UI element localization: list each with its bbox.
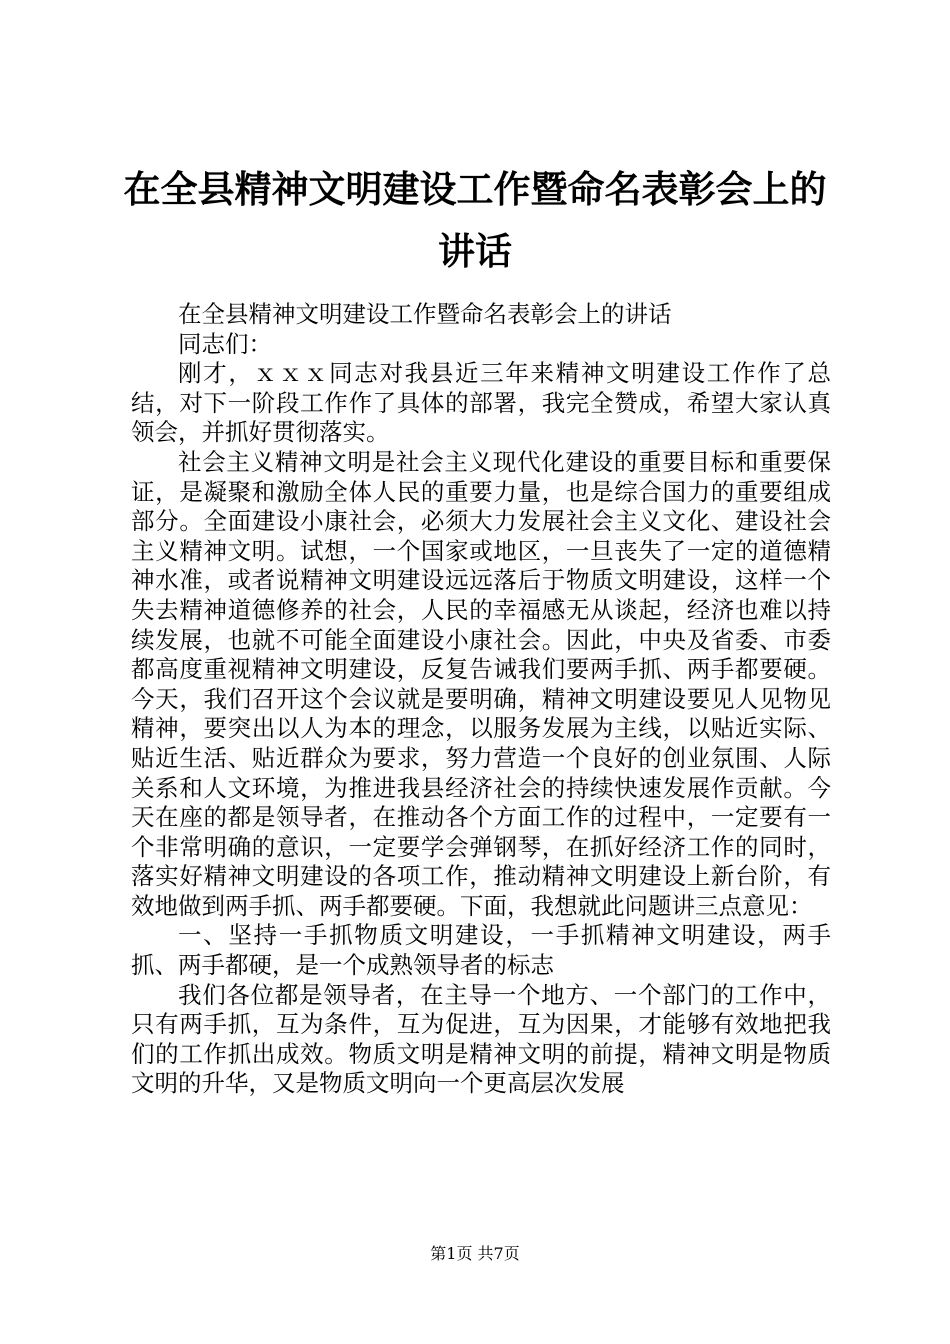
page-number-footer: 第1页 共7页 [430,1244,520,1263]
body-paragraph: 刚才，ｘｘｘ同志对我县近三年来精神文明建设工作作了总结，对下一阶段工作作了具体的部署，我完全赞成，希望大家认真领会，并抓好贯彻落实。 [131,359,831,447]
salutation-paragraph: 同志们： [178,329,272,358]
subtitle-paragraph: 在全县精神文明建设工作暨命名表彰会上的讲话 [178,300,672,328]
document-title: 在全县精神文明建设工作暨命名表彰会上的讲话 [123,167,827,273]
body-paragraph: 社会主义精神文明是社会主义现代化建设的重要目标和重要保证，是凝聚和激励全体人民的重要力量，也是综合国力的重要组成部分。全面建设小康社会，必须大力发展社会主义文化、建设社会主义精神文明。试想，一个国家或地区，一旦丧失了一定的道德精神水准，或者说精神文明建设远远落后于物质文明建设，这样一个失去精神道德修养的社会，人民的幸福感无从谈起，经济也难以持续发展，也就不可能全面建设小康社会。因此，中央及省委、市委都高度重视精神文明建设，反复告诫我们要两手抓、两手都要硬。今天，我们召开这个会议就是要明确，精神文明建设要见人见物见精神，要突出以人为本的理念，以服务发展为主线，以贴近实际、贴近生活、贴近群众为要求，努力营造一个良好的创业氛围、人际关系和人文环境，为推进我县经济社会的持续快速发展作贡献。今天在座的都是领导者，在推动各个方面工作的过程中，一定要有一个非常明确的意识，一定要学会弹钢琴，在抓好经济工作的同时，落实好精神文明建设的各项工作，推动精神文明建设上新台阶，有效地做到两手抓、两手都要硬。下面，我想就此问题讲三点意见： [131,447,831,920]
body-paragraph: 我们各位都是领导者，在主导一个地方、一个部门的工作中，只有两手抓，互为条件，互为促进，互为因果，才能够有效地把我们的工作抓出成效。物质文明是精神文明的前提，精神文明是物质文明的升华，又是物质文明向一个更高层次发展 [131,980,831,1098]
section-heading-paragraph: 一、坚持一手抓物质文明建设，一手抓精神文明建设，两手抓、两手都硬，是一个成熟领导者的标志 [131,921,831,980]
document-body [131,300,831,1099]
